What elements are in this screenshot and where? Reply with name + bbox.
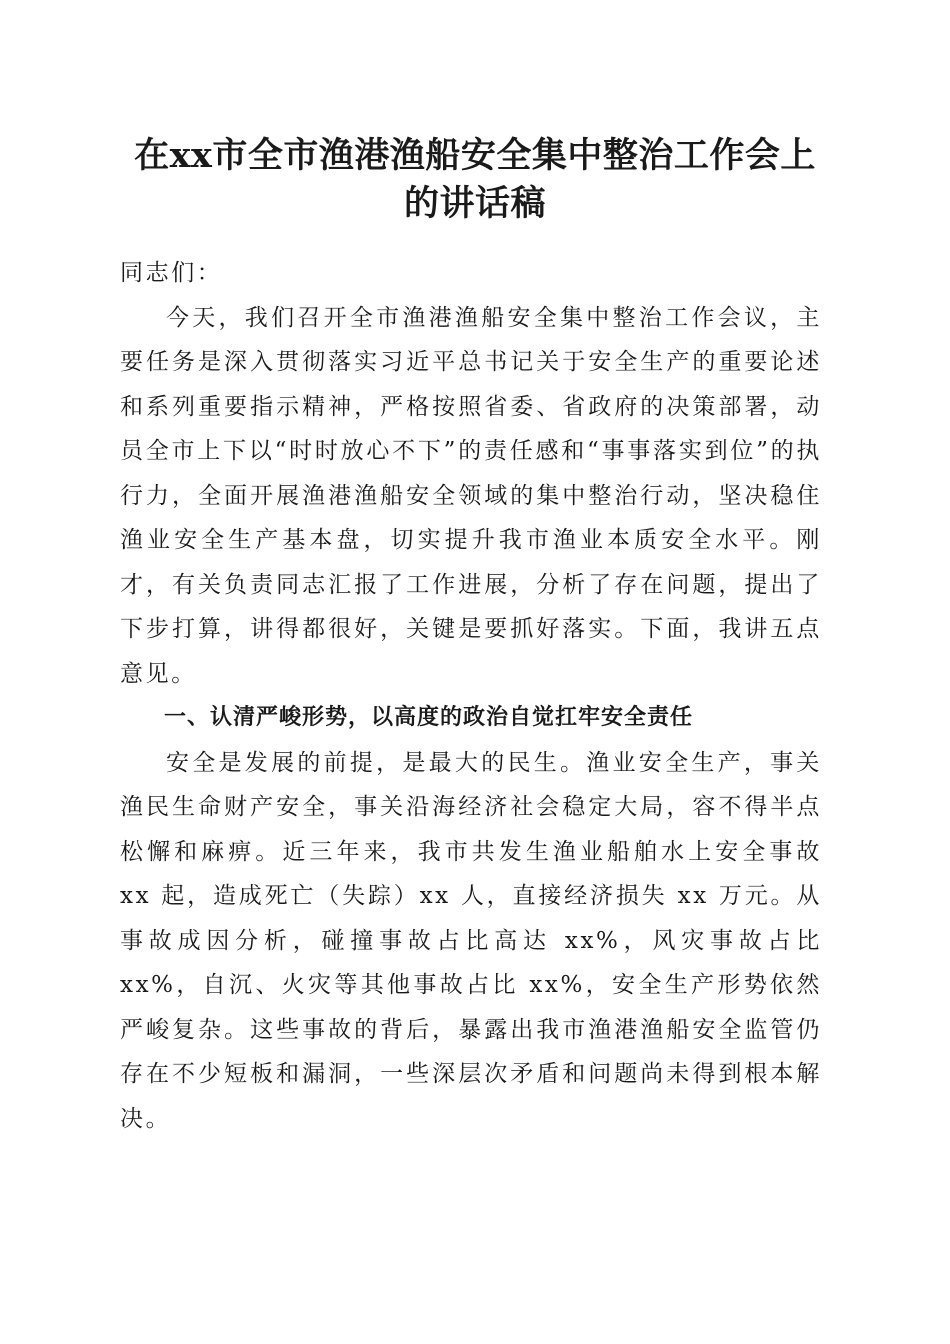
paragraph-opening: 今天，我们召开全市渔港渔船安全集中整治工作会议，主要任务是深入贯彻落实习近平总书记关于安全生产的重要论述和系列重要指示精神，严格按照省委、省政府的决策部署，动员全市上下以“时时放心不下”的责任感和“事事落实到位”的执行力，全面开展渔港渔船安全领域的集中整治行动，坚决稳住渔业安全生产基本盘，切实提升我市渔业本质安全水平。刚才，有关负责同志汇报了工作进展，分析了存在问题，提出了下步打算，讲得都很好，关键是要抓好落实。下面，我讲五点意见。 xyxy=(120,304,822,687)
section-heading-1: 一、认清严峻形势，以高度的政治自觉扛牢安全责任 xyxy=(164,705,694,730)
paragraph-situation: 安全是发展的前提，是最大的民生。渔业安全生产，事关渔民生命财产安全，事关沿海经济社会稳定大局，容不得半点松懈和麻痹。近三年来，我市共发生渔业船舶水上安全事故 xx 起，造成死亡（失踪）xx 人，直接经济损失 xx 万元。从事故成因分析，碰撞事故占比高达 xx%，风灾事故占比 xx%，自沉、火灾等其他事故占比 xx%，安全生产形势依然严峻复杂。这些事故的背后，暴露出我市渔港渔船安全监管仍存在不少短板和漏洞，一些深层次矛盾和问题尚未得到根本解决。 xyxy=(120,749,822,1132)
title-line-2: 的讲话稿 xyxy=(403,183,546,224)
document-body xyxy=(120,251,822,1141)
document-title xyxy=(110,132,840,228)
salutation: 同志们： xyxy=(120,260,223,286)
title-line-1: 在xx市全市渔港渔船安全集中整治工作会上 xyxy=(134,135,816,176)
